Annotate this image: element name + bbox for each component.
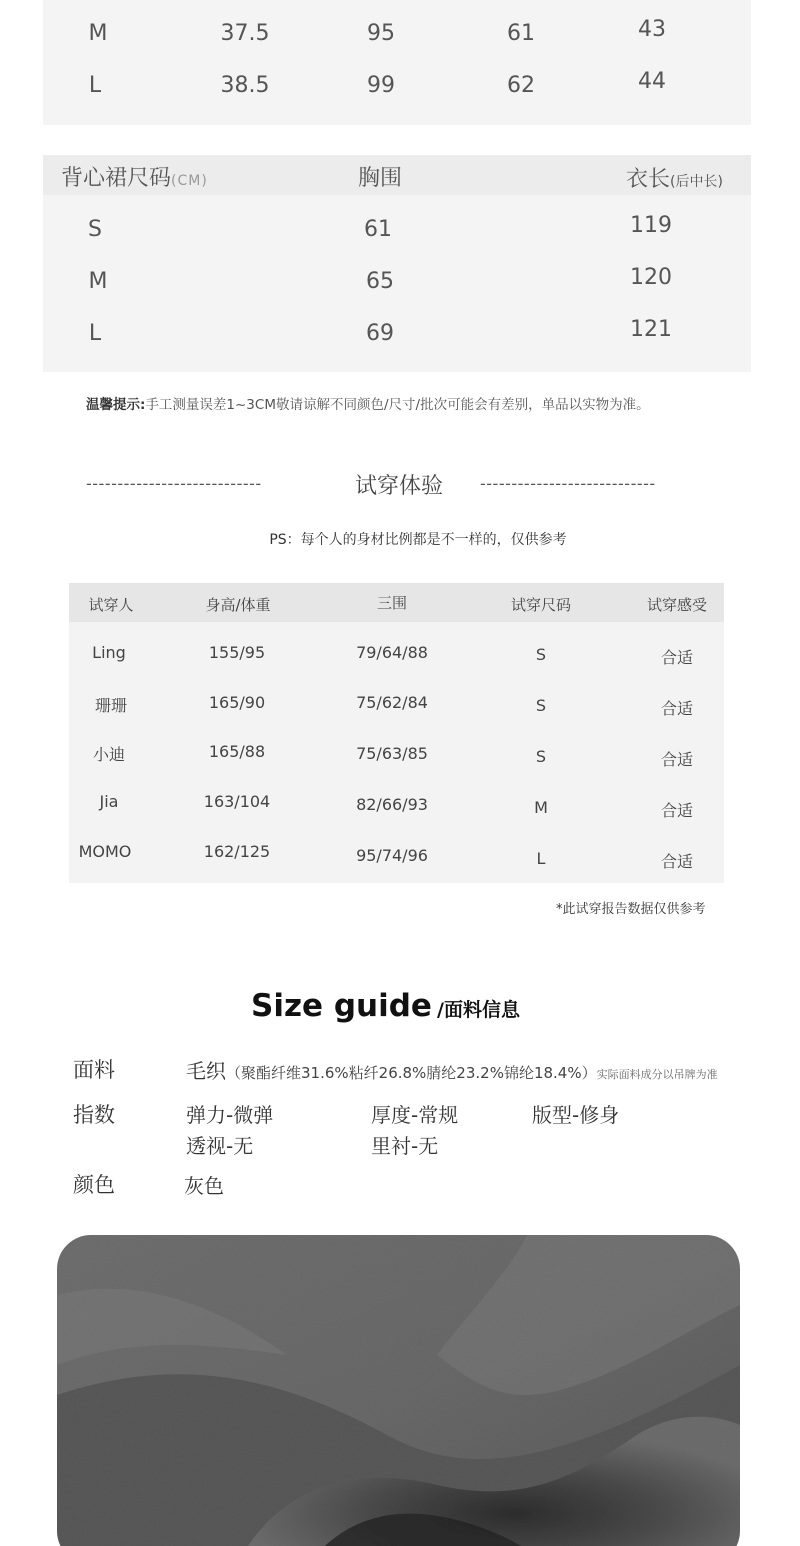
header-cell: 试穿感受 (646, 596, 708, 614)
divider-right: ---------------------------- (480, 474, 656, 493)
tryon-table-body (69, 622, 724, 883)
table-cell: 小迪 (92, 745, 126, 764)
size-guide-title: Size guide (251, 988, 432, 1024)
table-cell: 44 (638, 69, 666, 94)
table-cell: 120 (630, 265, 672, 290)
tryon-table-header (69, 583, 724, 622)
table-cell: Jia (99, 792, 119, 811)
table-cell: Ling (92, 643, 126, 662)
index-item: 弹力-微弹 (186, 1103, 274, 1127)
table-cell: 121 (630, 317, 672, 342)
index-item: 版型-修身 (532, 1103, 620, 1127)
size-cell: L (88, 321, 102, 346)
table-cell: 119 (630, 213, 672, 238)
size-table (43, 0, 751, 125)
fabric-row (186, 1055, 718, 1084)
table-cell: MOMO (78, 842, 132, 861)
fabric-detail: （聚酯纤维31.6%粘纤26.8%腈纶23.2%锦纶18.4%） (226, 1064, 597, 1082)
index-label: 指数 (73, 1103, 115, 1127)
index-item: 厚度-常规 (371, 1103, 459, 1127)
header-cell: 试穿人 (88, 596, 134, 614)
fabric-note: 实际面料成分以吊牌为准 (596, 1068, 718, 1081)
table-cell: 69 (366, 321, 394, 346)
size-guide-subtitle: /面料信息 (437, 999, 520, 1021)
header-cell: 三围 (376, 594, 408, 612)
fabric-photo (57, 1235, 740, 1546)
index-item: 里衬-无 (371, 1134, 439, 1158)
size-guide-heading (251, 988, 520, 1024)
table-cell: 43 (638, 17, 666, 42)
table-cell: 95/74/96 (356, 846, 428, 865)
size-cell: M (88, 21, 108, 46)
tip-label: 温馨提示: (86, 397, 146, 413)
table-cell: 合适 (660, 852, 694, 871)
index-item: 透视-无 (186, 1134, 254, 1158)
table-cell: 155/95 (208, 643, 266, 662)
header-bust: 胸围 (357, 166, 403, 191)
table-cell: 162/125 (203, 842, 271, 861)
header-size-label: 背心裙尺码 (61, 166, 172, 191)
table-cell: M (534, 798, 548, 817)
table-cell: 99 (367, 73, 395, 98)
table-cell: S (535, 645, 547, 664)
table-cell: 165/88 (208, 742, 266, 761)
table-cell: 合适 (660, 750, 694, 769)
table-cell: 合适 (660, 801, 694, 820)
table-cell: 75/63/85 (356, 744, 428, 763)
table-cell: L (536, 849, 546, 868)
table-cell: 61 (507, 21, 535, 46)
table-cell: 65 (366, 269, 394, 294)
header-length-label: 衣长 (626, 167, 671, 192)
header-size (61, 161, 208, 192)
divider-left: ---------------------------- (86, 474, 262, 493)
tip-text (86, 393, 650, 413)
fabric-value: 毛织 (186, 1059, 226, 1083)
vest-table-body (43, 195, 751, 372)
table-cell: 95 (367, 21, 395, 46)
table-cell: 37.5 (220, 21, 270, 46)
fabric-label: 面料 (73, 1058, 115, 1082)
fabric-texture-image (57, 1235, 740, 1546)
ps-note: PS：每个人的身材比例都是不一样的，仅供参考 (269, 532, 567, 548)
tip-body: 手工测量误差1~3CM敬请谅解不同颜色/尺寸/批次可能会有差别，单品以实物为准。 (145, 397, 650, 413)
section-title: 试穿体验 (354, 474, 444, 499)
table-cell: 62 (507, 73, 535, 98)
table-cell: S (535, 747, 547, 766)
table-cell: 38.5 (220, 73, 270, 98)
table-cell: 合适 (660, 699, 694, 718)
header-cell: 试穿尺码 (510, 596, 572, 614)
table-cell: 合适 (660, 648, 694, 667)
header-cell: 身高/体重 (205, 596, 271, 614)
table-cell: S (535, 696, 547, 715)
table-cell: 82/66/93 (356, 795, 428, 814)
header-length-note: (后中长) (670, 174, 723, 190)
table-cell: 61 (364, 217, 392, 242)
size-cell: S (88, 217, 102, 242)
table-cell: 珊珊 (94, 696, 128, 715)
table-cell: 75/62/84 (356, 693, 428, 712)
table-cell: 79/64/88 (356, 643, 428, 662)
color-label: 颜色 (73, 1173, 115, 1197)
table-cell: 165/90 (208, 693, 266, 712)
size-cell: M (88, 269, 108, 294)
tryon-note: *此试穿报告数据仅供参考 (556, 902, 706, 917)
color-value: 灰色 (184, 1174, 224, 1198)
size-cell: L (88, 73, 102, 98)
table-cell: 163/104 (203, 792, 271, 811)
vest-table-header (43, 155, 751, 195)
header-length (626, 162, 723, 193)
header-unit: (CM) (171, 173, 208, 189)
